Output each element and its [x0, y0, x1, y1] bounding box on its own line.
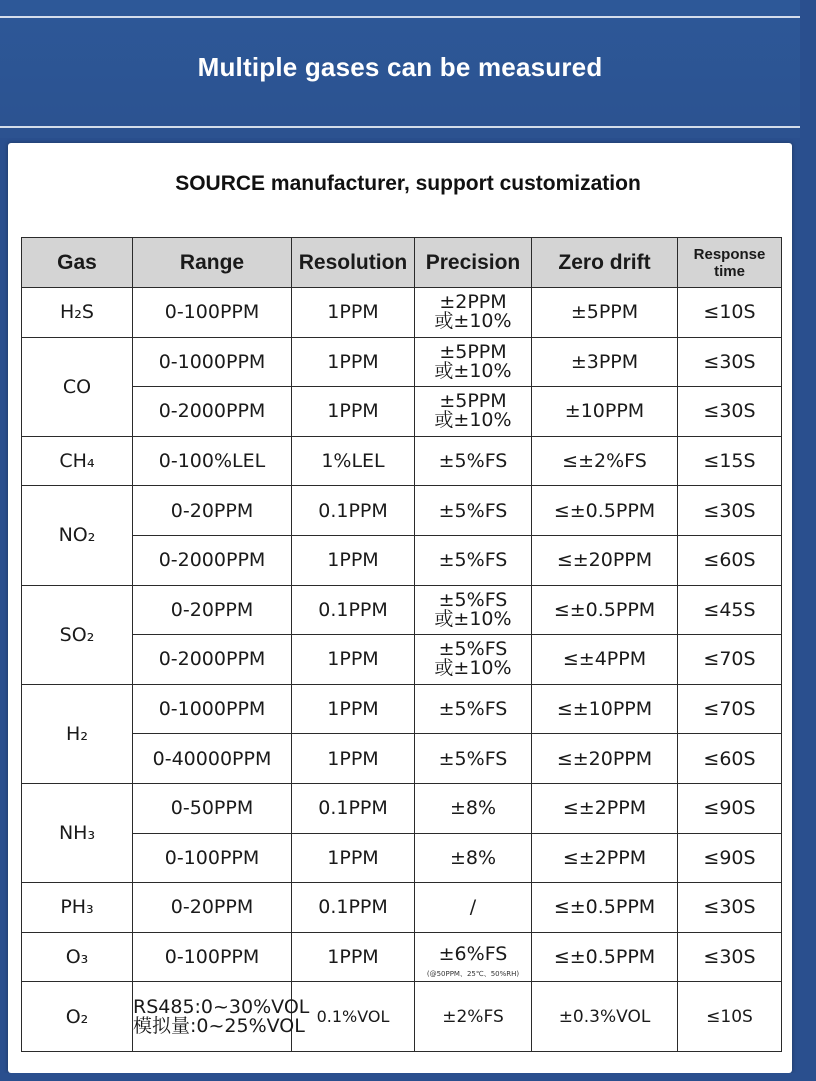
- range-cell: 0-2000PPM: [133, 635, 292, 685]
- range-cell: 0-20PPM: [133, 486, 292, 536]
- range-cell: RS485:0~30%VOL 模拟量:0~25%VOL: [133, 982, 292, 1052]
- precision-cell: /: [415, 883, 532, 933]
- table-row: [22, 982, 782, 1052]
- zero-drift-cell: ≤±20PPM: [532, 535, 678, 585]
- response-cell: ≤60S: [678, 535, 782, 585]
- table-row: [22, 932, 782, 982]
- precision-value: ±6%FS: [438, 943, 508, 966]
- precision-note: (@50PPM、25℃、50%RH): [426, 970, 520, 979]
- response-cell: ≤60S: [678, 734, 782, 784]
- table-row: [22, 585, 782, 635]
- zero-drift-cell: ±3PPM: [532, 337, 678, 387]
- response-cell: ≤30S: [678, 486, 782, 536]
- range-cell: 0-100PPM: [133, 932, 292, 982]
- zero-drift-cell: ≤±0.5PPM: [532, 585, 678, 635]
- footer-band: [0, 1073, 800, 1081]
- table-row: [22, 635, 782, 685]
- col-header-zero-drift: Zero drift: [532, 238, 678, 288]
- precision-cell: ±2%FS: [415, 982, 532, 1052]
- response-cell: ≤30S: [678, 387, 782, 437]
- precision-cell: ±5%FS: [415, 486, 532, 536]
- subtitle: SOURCE manufacturer, support customization: [175, 172, 641, 195]
- page-title: Multiple gases can be measured: [197, 52, 603, 82]
- zero-drift-cell: ±5PPM: [532, 288, 678, 338]
- response-cell: ≤45S: [678, 585, 782, 635]
- table-row: [22, 486, 782, 536]
- table-row: [22, 783, 782, 833]
- precision-cell: [415, 932, 532, 982]
- range-cell: 0-20PPM: [133, 585, 292, 635]
- resolution-cell: 1PPM: [292, 387, 415, 437]
- col-header-response-time: Response time: [678, 238, 782, 288]
- response-cell: ≤10S: [678, 288, 782, 338]
- resolution-cell: 1PPM: [292, 684, 415, 734]
- range-cell: 0-100PPM: [133, 833, 292, 883]
- gas-cell: H₂: [22, 684, 133, 783]
- precision-cell: ±5%FS: [415, 535, 532, 585]
- precision-cell: ±5PPM 或±10%: [415, 387, 532, 437]
- zero-drift-cell: ≤±2PPM: [532, 833, 678, 883]
- zero-drift-cell: ≤±2PPM: [532, 783, 678, 833]
- response-cell: ≤90S: [678, 833, 782, 883]
- gas-cell: O₃: [22, 932, 133, 982]
- range-cell: 0-100PPM: [133, 288, 292, 338]
- table-header-row: [22, 238, 782, 288]
- col-header-precision: Precision: [415, 238, 532, 288]
- gas-cell: PH₃: [22, 883, 133, 933]
- range-cell: 0-1000PPM: [133, 684, 292, 734]
- response-cell: ≤30S: [678, 337, 782, 387]
- resolution-cell: 0.1PPM: [292, 585, 415, 635]
- range-cell: 0-1000PPM: [133, 337, 292, 387]
- resolution-cell: 0.1PPM: [292, 783, 415, 833]
- range-cell: 0-50PPM: [133, 783, 292, 833]
- precision-cell: ±8%: [415, 833, 532, 883]
- gas-cell: SO₂: [22, 585, 133, 684]
- resolution-cell: 1PPM: [292, 337, 415, 387]
- resolution-cell: 0.1PPM: [292, 883, 415, 933]
- gas-cell: O₂: [22, 982, 133, 1052]
- zero-drift-cell: ≤±0.5PPM: [532, 932, 678, 982]
- zero-drift-cell: ≤±10PPM: [532, 684, 678, 734]
- precision-cell: ±5%FS: [415, 684, 532, 734]
- zero-drift-cell: ≤±2%FS: [532, 436, 678, 486]
- response-cell: ≤30S: [678, 932, 782, 982]
- table-row: [22, 387, 782, 437]
- table-row: [22, 734, 782, 784]
- zero-drift-cell: ±0.3%VOL: [532, 982, 678, 1052]
- table-row: [22, 288, 782, 338]
- range-cell: 0-2000PPM: [133, 535, 292, 585]
- table-row: [22, 833, 782, 883]
- response-cell: ≤70S: [678, 635, 782, 685]
- range-cell: 0-100%LEL: [133, 436, 292, 486]
- zero-drift-cell: ≤±4PPM: [532, 635, 678, 685]
- resolution-cell: 1PPM: [292, 288, 415, 338]
- gas-spec-table: [21, 237, 782, 1052]
- zero-drift-cell: ±10PPM: [532, 387, 678, 437]
- header-line-top: [0, 16, 800, 18]
- col-header-gas: Gas: [22, 238, 133, 288]
- table-row: [22, 684, 782, 734]
- table-row: [22, 337, 782, 387]
- precision-cell: ±5%FS 或±10%: [415, 635, 532, 685]
- range-cell: 0-40000PPM: [133, 734, 292, 784]
- zero-drift-cell: ≤±0.5PPM: [532, 883, 678, 933]
- gas-cell: H₂S: [22, 288, 133, 338]
- precision-cell: ±8%: [415, 783, 532, 833]
- resolution-cell: 1%LEL: [292, 436, 415, 486]
- resolution-cell: 1PPM: [292, 535, 415, 585]
- resolution-cell: 1PPM: [292, 833, 415, 883]
- resolution-cell: 1PPM: [292, 635, 415, 685]
- response-cell: ≤70S: [678, 684, 782, 734]
- zero-drift-cell: ≤±20PPM: [532, 734, 678, 784]
- response-cell: ≤30S: [678, 883, 782, 933]
- resolution-cell: 1PPM: [292, 734, 415, 784]
- table-row: [22, 436, 782, 486]
- response-cell: ≤15S: [678, 436, 782, 486]
- header-line-bottom: [0, 126, 800, 128]
- col-header-range: Range: [133, 238, 292, 288]
- gas-cell: CH₄: [22, 436, 133, 486]
- range-cell: 0-2000PPM: [133, 387, 292, 437]
- precision-cell: ±2PPM 或±10%: [415, 288, 532, 338]
- table-row: [22, 883, 782, 933]
- gas-cell: NO₂: [22, 486, 133, 585]
- gas-cell: NH₃: [22, 783, 133, 882]
- precision-cell: ±5%FS: [415, 436, 532, 486]
- range-cell: 0-20PPM: [133, 883, 292, 933]
- resolution-cell: 0.1PPM: [292, 486, 415, 536]
- gas-cell: CO: [22, 337, 133, 436]
- precision-cell: ±5%FS 或±10%: [415, 585, 532, 635]
- response-cell: ≤90S: [678, 783, 782, 833]
- precision-cell: ±5%FS: [415, 734, 532, 784]
- resolution-cell: 1PPM: [292, 932, 415, 982]
- precision-cell: ±5PPM 或±10%: [415, 337, 532, 387]
- col-header-resolution: Resolution: [292, 238, 415, 288]
- response-cell: ≤10S: [678, 982, 782, 1052]
- resolution-cell: 0.1%VOL: [292, 982, 415, 1052]
- zero-drift-cell: ≤±0.5PPM: [532, 486, 678, 536]
- table-row: [22, 535, 782, 585]
